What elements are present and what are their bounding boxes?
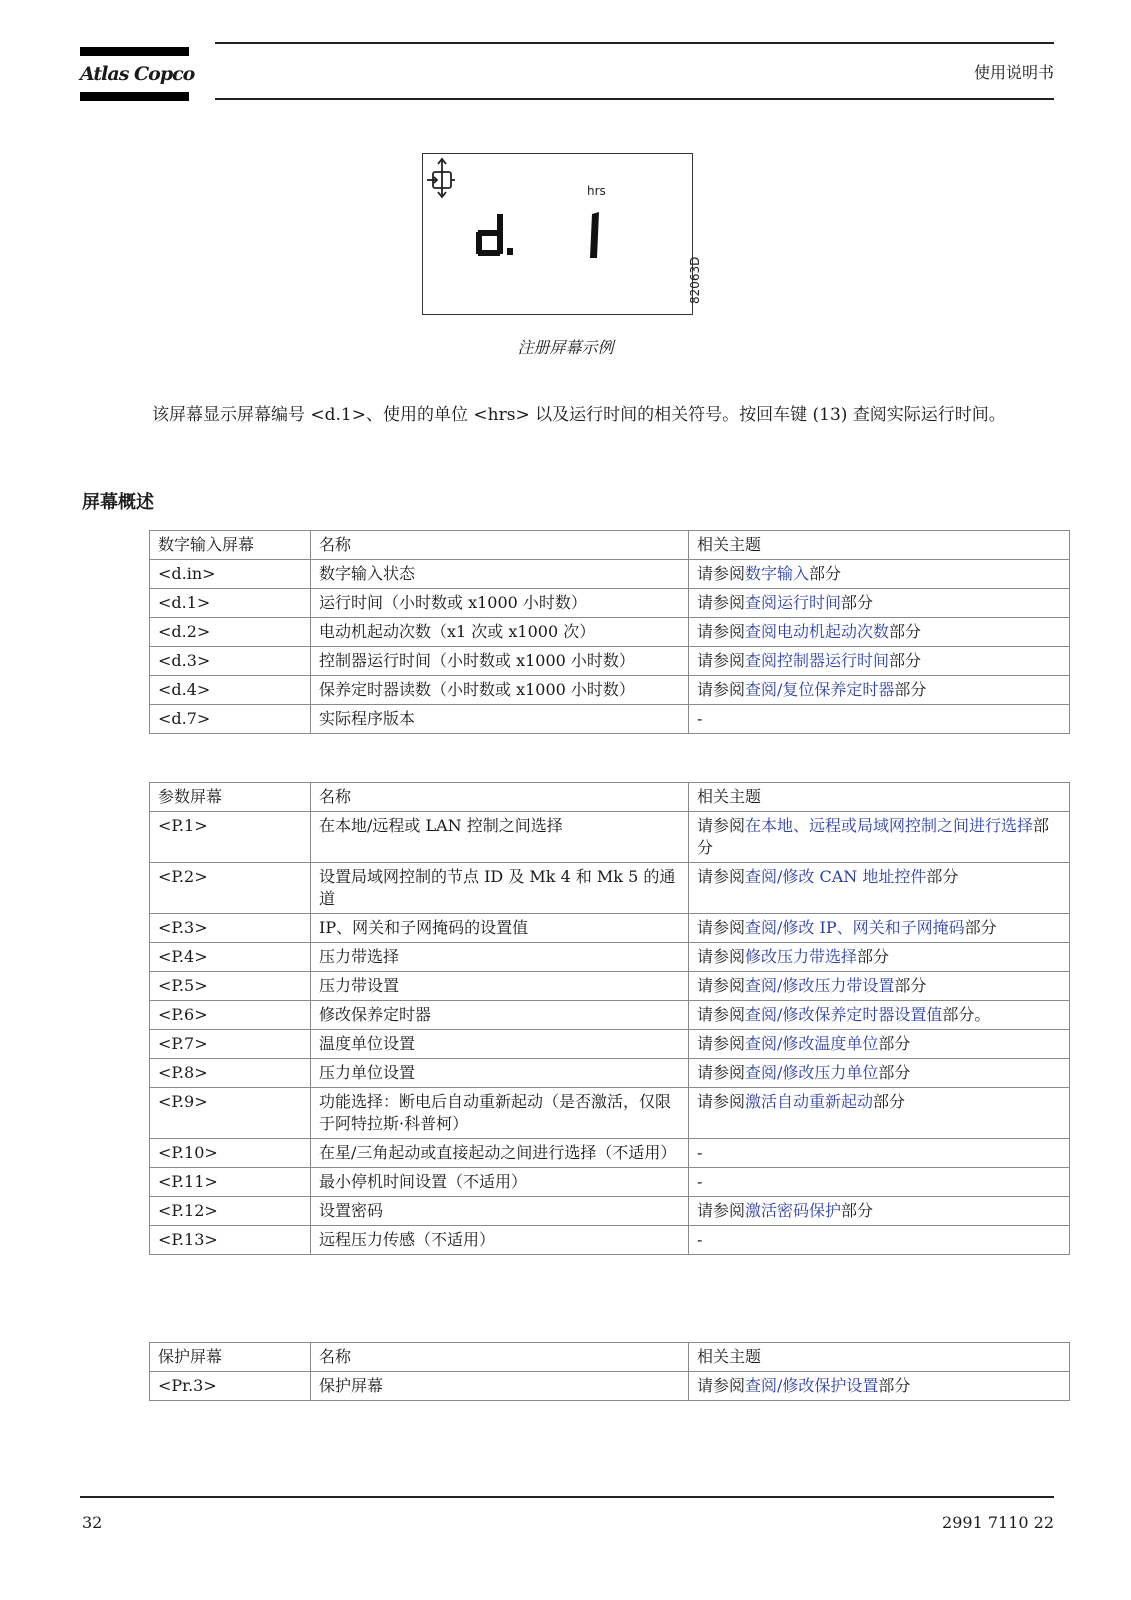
table-row (150, 560, 1070, 589)
screen-name-cell: 保护屏幕 (311, 1372, 689, 1401)
screen-code-cell: <P.2> (150, 863, 311, 914)
related-topic-link[interactable]: 查阅控制器运行时间 (745, 651, 890, 670)
related-topic-prefix: 请参阅 (697, 947, 746, 966)
related-topic-cell (689, 1059, 1070, 1088)
related-topic-cell (689, 1001, 1070, 1030)
figure-caption: 注册屏幕示例 (517, 338, 614, 357)
logo-text: Atlas Copco (80, 63, 195, 85)
related-topic-cell (689, 863, 1070, 914)
related-topic-link[interactable]: 修改压力带选择 (745, 947, 858, 966)
screen-code-cell: <d.2> (150, 618, 311, 647)
screen-name-cell: 功能选择：断电后自动重新起动（是否激活，仅限于阿特拉斯·科普柯） (311, 1088, 689, 1139)
related-topic-cell (689, 1197, 1070, 1226)
column-header: 名称 (311, 783, 689, 812)
related-topic-suffix: 部分 (873, 1092, 906, 1111)
related-topic-cell (689, 1030, 1070, 1059)
screen-code-cell: <P.1> (150, 812, 311, 863)
related-topic-cell (689, 676, 1070, 705)
screen-name-cell: 实际程序版本 (311, 705, 689, 734)
related-topic-link[interactable]: 查阅/修改压力带设置 (745, 976, 895, 995)
related-topic-suffix: 部分 (894, 976, 927, 995)
related-topic-link[interactable]: 数字输入 (745, 564, 810, 583)
screen-code-cell: <P.4> (150, 943, 311, 972)
display-code-letter (476, 214, 513, 256)
related-topic-link[interactable]: 查阅运行时间 (745, 593, 842, 612)
related-topic-prefix: 请参阅 (697, 1092, 746, 1111)
logo-bar-bottom (80, 92, 189, 101)
document-title: 使用说明书 (973, 63, 1054, 82)
table-row (150, 676, 1070, 705)
table-row (150, 1372, 1070, 1401)
column-header: 名称 (311, 1343, 689, 1372)
table-row (150, 1168, 1070, 1197)
screen-name-cell: 压力带设置 (311, 972, 689, 1001)
related-topic-suffix: 部分 (841, 1201, 874, 1220)
related-topic-prefix: 请参阅 (697, 1376, 746, 1395)
related-topic-cell (689, 618, 1070, 647)
related-topic-prefix: 请参阅 (697, 593, 746, 612)
running-hours-icon (427, 159, 455, 197)
protection-screens-table (149, 1342, 1070, 1401)
column-header: 名称 (311, 531, 689, 560)
related-topic-prefix: - (697, 709, 703, 728)
related-topic-suffix: 部分 (841, 593, 874, 612)
display-screen-drawing (423, 154, 702, 316)
screen-name-cell: 在本地/远程或 LAN 控制之间选择 (311, 812, 689, 863)
screen-name-cell: 最小停机时间设置（不适用） (311, 1168, 689, 1197)
related-topic-suffix: 部分。 (942, 1005, 991, 1024)
table-header-row (150, 531, 1070, 560)
screen-name-cell: 设置局域网控制的节点 ID 及 Mk 4 和 Mk 5 的通道 (311, 863, 689, 914)
related-topic-cell (689, 705, 1070, 734)
related-topic-prefix: 请参阅 (697, 680, 746, 699)
page-number: 32 (82, 1513, 103, 1532)
related-topic-link[interactable]: 查阅/修改保护设置 (745, 1376, 879, 1395)
related-topic-prefix: 请参阅 (697, 1034, 746, 1053)
column-header: 保护屏幕 (150, 1343, 311, 1372)
related-topic-suffix: 部分 (697, 816, 1050, 857)
related-topic-suffix: 部分 (964, 918, 997, 937)
screen-code-cell: <d.in> (150, 560, 311, 589)
related-topic-suffix: 部分 (878, 1376, 911, 1395)
screen-code-cell: <P.5> (150, 972, 311, 1001)
related-topic-prefix: 请参阅 (697, 867, 746, 886)
screen-name-cell: 温度单位设置 (311, 1030, 689, 1059)
screen-name-cell: 远程压力传感（不适用） (311, 1226, 689, 1255)
related-topic-prefix: 请参阅 (697, 816, 746, 835)
table-row (150, 647, 1070, 676)
related-topic-prefix: - (697, 1230, 703, 1249)
screen-code-cell: <d.3> (150, 647, 311, 676)
related-topic-link[interactable]: 查阅/修改 IP、网关和子网掩码 (745, 918, 965, 937)
header-rule-bottom (215, 98, 1054, 100)
table-row (150, 1001, 1070, 1030)
digital-input-screens-table (149, 530, 1070, 734)
screen-code-cell: <P.10> (150, 1139, 311, 1168)
related-topic-suffix: 部分 (889, 651, 922, 670)
table-row (150, 1226, 1070, 1255)
related-topic-cell (689, 943, 1070, 972)
related-topic-suffix: 部分 (894, 680, 927, 699)
screen-code-cell: <P.6> (150, 1001, 311, 1030)
related-topic-link[interactable]: 激活自动重新起动 (745, 1092, 874, 1111)
screen-code-cell: <P.13> (150, 1226, 311, 1255)
screen-name-cell: 修改保养定时器 (311, 1001, 689, 1030)
related-topic-link[interactable]: 查阅/修改保养定时器设置值 (745, 1005, 943, 1024)
related-topic-cell (689, 1226, 1070, 1255)
table-row (150, 589, 1070, 618)
table-row (150, 812, 1070, 863)
table-row (150, 1059, 1070, 1088)
related-topic-suffix: 部分 (857, 947, 890, 966)
table-row (150, 1139, 1070, 1168)
screen-name-cell: 压力单位设置 (311, 1059, 689, 1088)
screen-name-cell: 保养定时器读数（小时数或 x1000 小时数） (311, 676, 689, 705)
display-unit-label: hrs (587, 184, 606, 198)
display-screen-figure (422, 153, 702, 315)
related-topic-cell (689, 560, 1070, 589)
column-header: 相关主题 (689, 1343, 1070, 1372)
related-topic-prefix: - (697, 1143, 703, 1162)
column-header: 相关主题 (689, 783, 1070, 812)
table-row (150, 1088, 1070, 1139)
related-topic-cell (689, 914, 1070, 943)
screen-code-cell: <d.4> (150, 676, 311, 705)
figure-id-label: 82063D (688, 256, 702, 304)
screen-name-cell: 运行时间（小时数或 x1000 小时数） (311, 589, 689, 618)
related-topic-link[interactable]: 查阅/修改 CAN 地址控件 (745, 867, 927, 886)
screen-name-cell: 设置密码 (311, 1197, 689, 1226)
related-topic-cell (689, 589, 1070, 618)
screen-code-cell: <P.3> (150, 914, 311, 943)
related-topic-suffix: 部分 (809, 564, 842, 583)
screen-code-cell: <Pr.3> (150, 1372, 311, 1401)
related-topic-link[interactable]: 查阅/修改压力单位 (745, 1063, 879, 1082)
related-topic-suffix: 部分 (878, 1034, 911, 1053)
screen-name-cell: 压力带选择 (311, 943, 689, 972)
footer-rule (80, 1496, 1054, 1498)
related-topic-cell (689, 1139, 1070, 1168)
screen-name-cell: 在星/三角起动或直接起动之间进行选择（不适用） (311, 1139, 689, 1168)
screen-code-cell: <d.1> (150, 589, 311, 618)
related-topic-cell (689, 812, 1070, 863)
related-topic-link[interactable]: 查阅/复位保养定时器 (745, 680, 895, 699)
screen-code-cell: <P.11> (150, 1168, 311, 1197)
related-topic-link[interactable]: 激活密码保护 (745, 1201, 842, 1220)
screen-code-cell: <P.8> (150, 1059, 311, 1088)
screen-name-cell: IP、网关和子网掩码的设置值 (311, 914, 689, 943)
related-topic-prefix: 请参阅 (697, 622, 746, 641)
related-topic-cell (689, 1372, 1070, 1401)
atlas-copco-logo (80, 47, 195, 101)
table-row (150, 705, 1070, 734)
related-topic-prefix: 请参阅 (697, 976, 746, 995)
related-topic-prefix: 请参阅 (697, 651, 746, 670)
related-topic-cell (689, 1168, 1070, 1197)
screen-name-cell: 控制器运行时间（小时数或 x1000 小时数） (311, 647, 689, 676)
screen-code-cell: <d.7> (150, 705, 311, 734)
related-topic-link[interactable]: 查阅电动机起动次数 (745, 622, 890, 641)
screen-code-cell: <P.12> (150, 1197, 311, 1226)
related-topic-prefix: 请参阅 (697, 918, 746, 937)
related-topic-link[interactable]: 查阅/修改温度单位 (745, 1034, 879, 1053)
screen-name-cell: 数字输入状态 (311, 560, 689, 589)
table-row (150, 618, 1070, 647)
related-topic-cell (689, 1088, 1070, 1139)
screen-code-cell: <P.7> (150, 1030, 311, 1059)
related-topic-prefix: - (697, 1172, 703, 1191)
table-row (150, 943, 1070, 972)
related-topic-prefix: 请参阅 (697, 1063, 746, 1082)
table-header-row (150, 783, 1070, 812)
related-topic-link[interactable]: 在本地、远程或局域网控制之间进行选择 (745, 816, 1034, 835)
table-row (150, 914, 1070, 943)
column-header: 数字输入屏幕 (150, 531, 311, 560)
display-code-digit (590, 212, 599, 258)
related-topic-suffix: 部分 (889, 622, 922, 641)
header-rule-top (215, 42, 1054, 44)
column-header: 相关主题 (689, 531, 1070, 560)
table-row (150, 863, 1070, 914)
related-topic-prefix: 请参阅 (697, 1005, 746, 1024)
document-number: 2991 7110 22 (942, 1513, 1054, 1532)
parameter-screens-table (149, 782, 1070, 1255)
screen-name-cell: 电动机起动次数（x1 次或 x1000 次） (311, 618, 689, 647)
intro-paragraph: 该屏幕显示屏幕编号 <d.1>、使用的单位 <hrs> 以及运行时间的相关符号。按回车键 (13) 查阅实际运行时间。 (152, 405, 1006, 425)
table-row (150, 972, 1070, 1001)
table-row (150, 1030, 1070, 1059)
related-topic-suffix: 部分 (926, 867, 959, 886)
related-topic-cell (689, 647, 1070, 676)
screen-code-cell: <P.9> (150, 1088, 311, 1139)
related-topic-cell (689, 972, 1070, 1001)
table-row (150, 1197, 1070, 1226)
related-topic-prefix: 请参阅 (697, 1201, 746, 1220)
table-header-row (150, 1343, 1070, 1372)
related-topic-suffix: 部分 (878, 1063, 911, 1082)
section-heading: 屏幕概述 (82, 492, 154, 513)
logo-bar-top (80, 47, 189, 56)
related-topic-prefix: 请参阅 (697, 564, 746, 583)
column-header: 参数屏幕 (150, 783, 311, 812)
